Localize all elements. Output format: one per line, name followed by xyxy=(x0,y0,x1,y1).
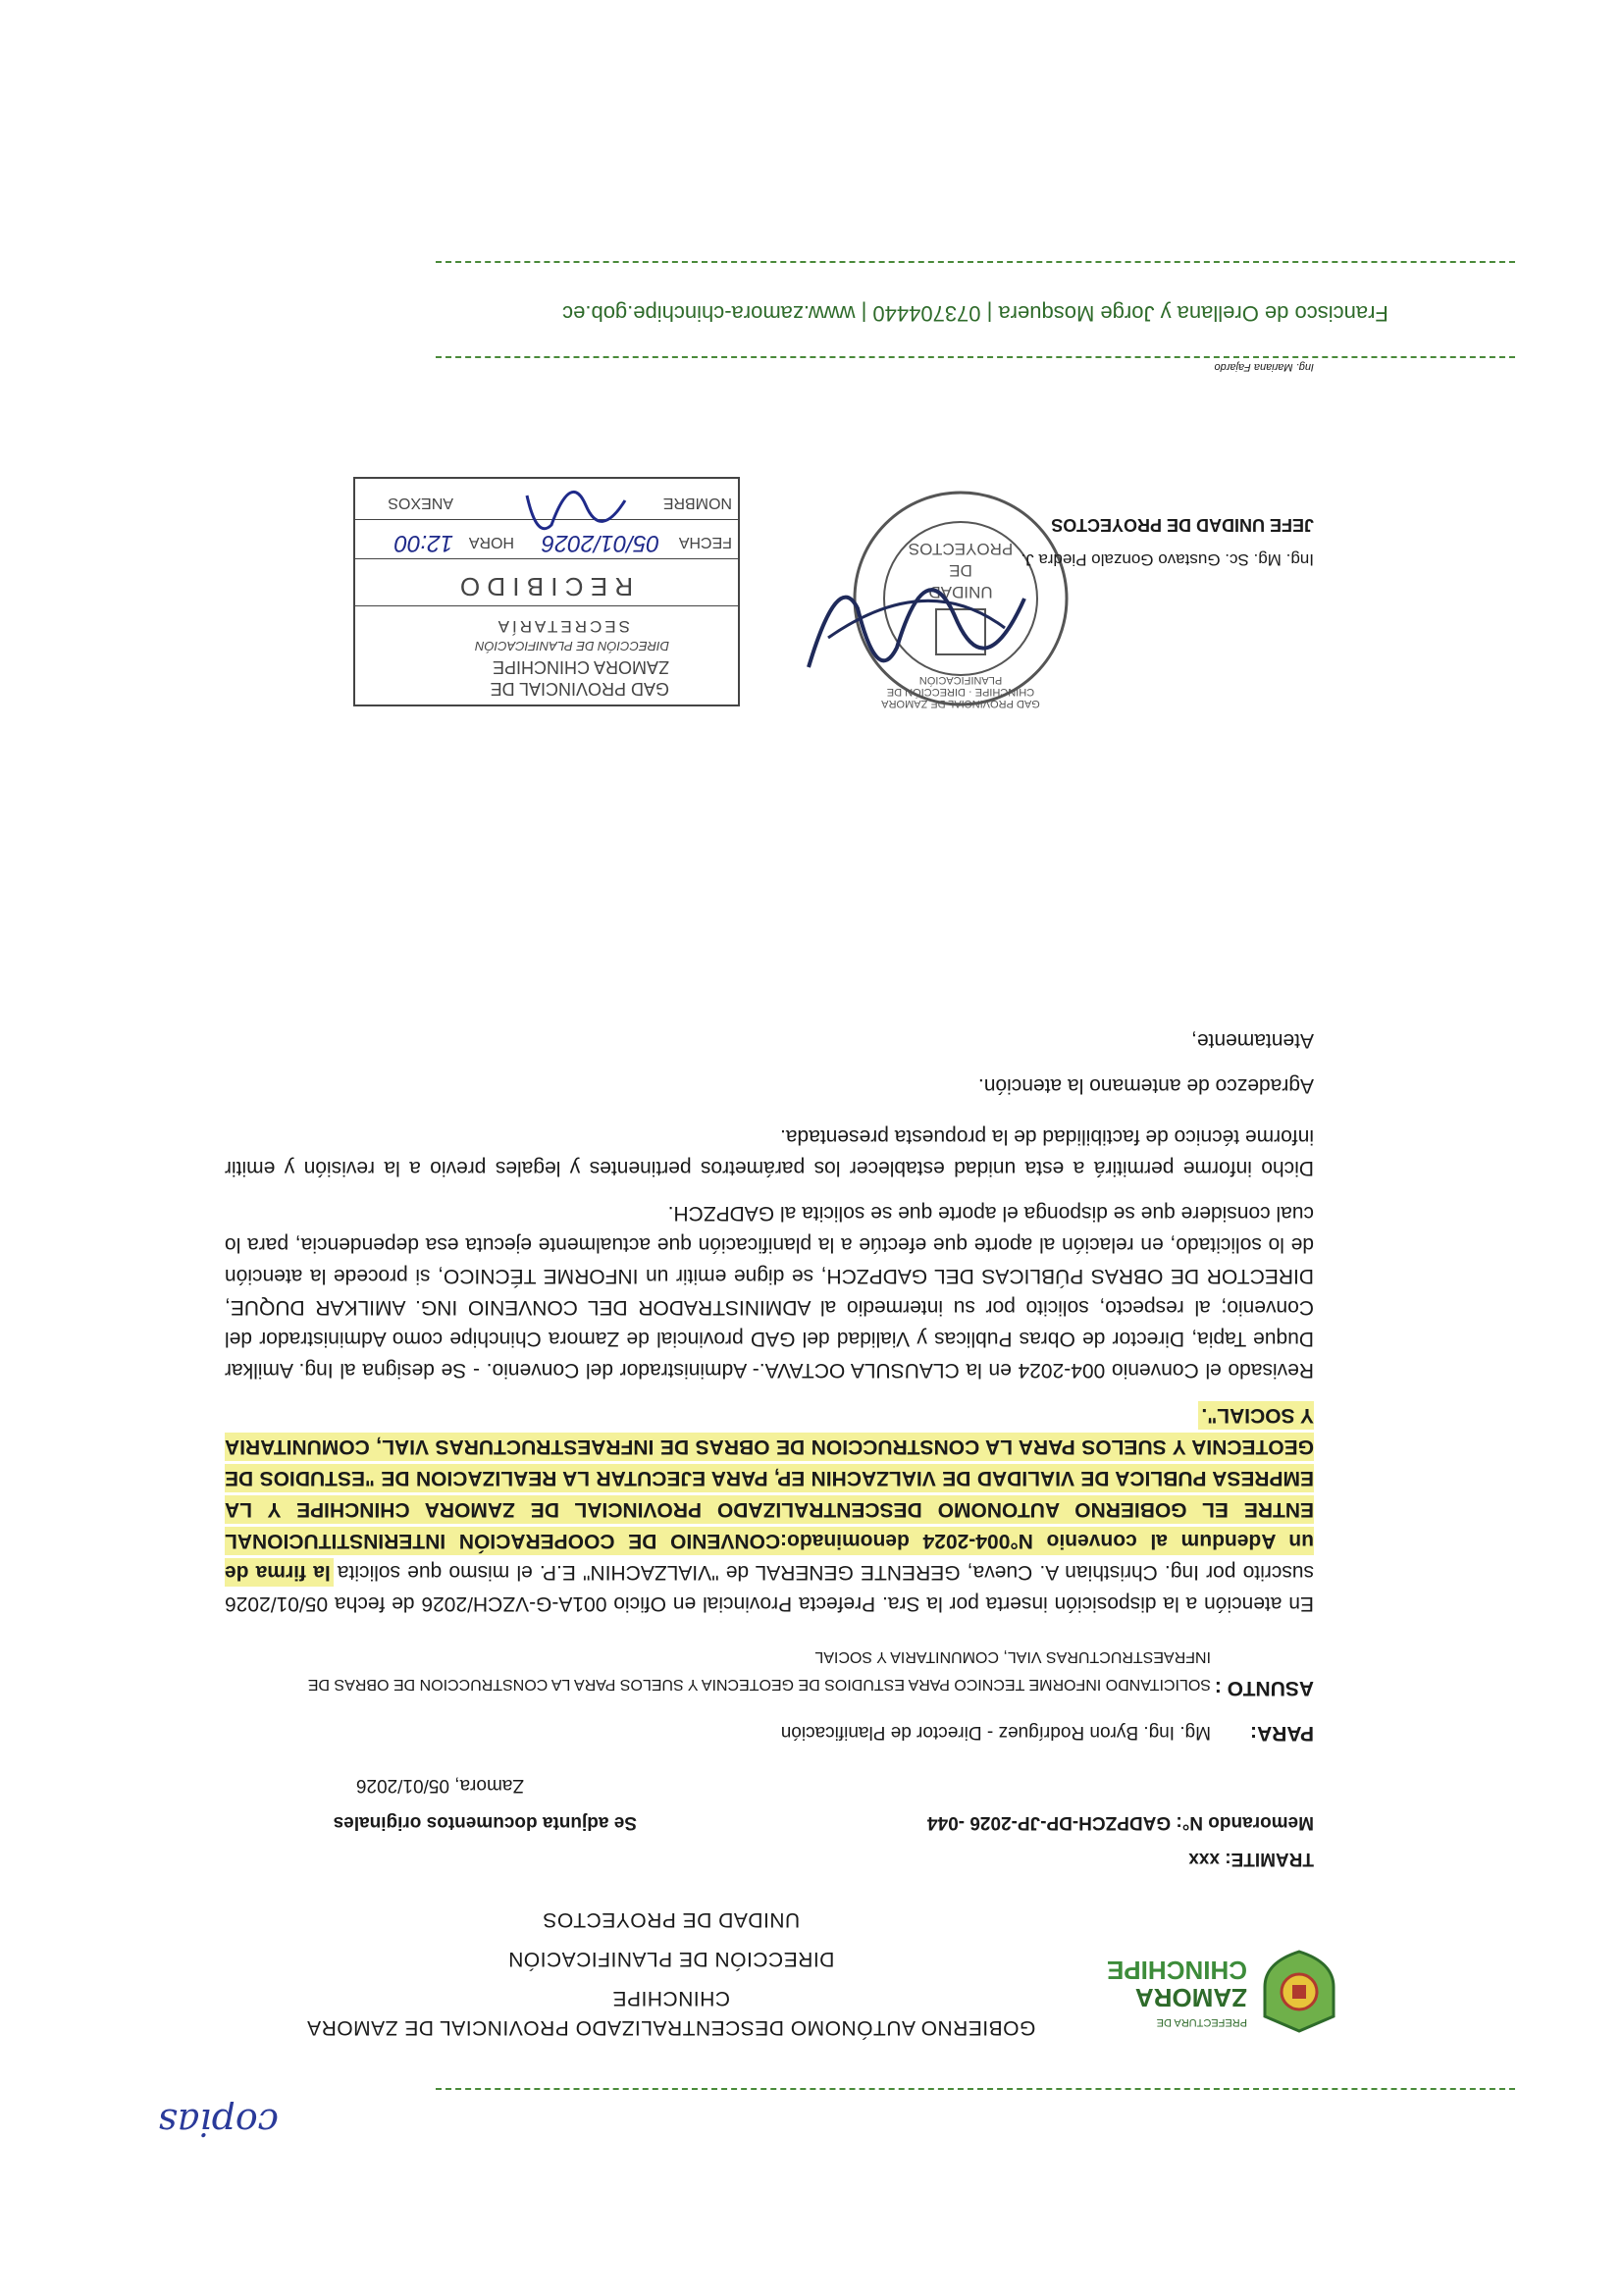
paragraph-1-intro: En atención a la disposición inserta por la Sra. Prefecta Provincial en Oficio 001A-G-VZCH/2026 de fecha 05/01/2026 suscrito por Ing. Christhian A. Cueva, GERENTE GENERAL de "VIALZACHIN" E.P. el mismo que solicita xyxy=(225,1561,1314,1615)
top-rule xyxy=(436,2088,1515,2090)
hora-label: HORA xyxy=(468,534,514,550)
signature-scribble xyxy=(789,559,1044,706)
received-stamp-line-1: GAD PROVINCIAL DE xyxy=(490,679,669,699)
memo-body xyxy=(225,1011,1314,1619)
logo-big-text-2: CHINCHIPE xyxy=(1106,1956,1247,1985)
received-stamp-line-2: ZAMORA CHINCHIPE xyxy=(492,657,669,677)
org-name-line-2: CHINCHIPE xyxy=(612,1987,731,2009)
anexos-label: ANEXOS xyxy=(388,495,453,511)
memo-date: Zamora, 05/01/2026 xyxy=(355,1775,524,1796)
fecha-value: 05/01/2026 xyxy=(541,530,659,556)
received-stamp-nombre-row xyxy=(355,482,738,520)
received-stamp-line-3: DIRECCIÓN DE PLANIFICACIÓN xyxy=(475,639,669,653)
paragraph-1 xyxy=(225,1399,1314,1619)
asunto-value: SOLICITANDO INFORME TECNICO PARA ESTUDIOS DE GEOTECNIA Y SUELOS PARA LA CONSTRUCCION DE OBRAS DE INFRAESTRUCTURAS VIAL, COMUNITARIA Y SOCIAL xyxy=(307,1648,1211,1693)
para-value: Mg. Ing. Byron Rodríguez - Director de Planificación xyxy=(780,1722,1211,1743)
org-name-line-1: GOBIERNO AUTÓNOMO DESCENTRALIZADO PROVINCIAL DE ZAMORA xyxy=(306,2016,1036,2039)
logo-small-text: PREFECTURA DE xyxy=(1156,2016,1247,2028)
round-stamp-center-2: DE xyxy=(949,561,972,580)
logo-big-text-1: ZAMORA xyxy=(1134,1983,1247,2012)
paragraph-3: Dicho informe permitirá a esta unidad establecer los parámetros pertinentes y legales previo a la revisión y emitir informe técnico de factibilidad de la propuesta presentada. xyxy=(225,1125,1314,1179)
prepared-by: Ing. Mariana Fajardo xyxy=(1214,361,1314,373)
paragraph-2: Revisado el Convenio 004-2024 en la CLAUSULA OCTAVA.- Administrador del Convenio. - Se designa al Ing. Amilkar Duque Tapia, Director de Obras Publicas y Vialidad del GAD provincial de Zamora Chinchipe como Administrador del Convenio; al respecto, solicito por su intermedio al ADMINISTRADOR DEL CONVENIO ING. AMILKAR DUQUE, DIRECTOR DE OBRAS PÚBLICAS DEL GADPZCH, se digne emitir un INFORME TÉCNICO, si procede la atención de lo solicitado, en relación al aporte que efectúe a la planificación que actualmente ejecuta esa dependencia, para lo cual considere que se disponga el aporte que se solicita al GADPZCH. xyxy=(225,1202,1314,1382)
received-stamp-line-4: SECRETARÍA xyxy=(495,617,630,636)
para-label: PARA: xyxy=(1250,1722,1314,1745)
round-stamp-ring-text: GAD PROVINCIAL DE ZAMORA CHINCHIPE · DIRECCIÓN DE PLANIFICACIÓN xyxy=(881,674,1040,709)
prefectura-logo xyxy=(1106,1948,1343,2036)
paragraph-4: Agradezco de antemano la atención. xyxy=(977,1074,1314,1097)
hora-value: 12:00 xyxy=(393,530,453,556)
footer-contact: Francisco de Orellana y Jorge Mosquera | 073704440 | www.zamora-chinchipe.gob.ec xyxy=(562,301,1388,326)
coat-of-arms-icon xyxy=(1255,1948,1343,2036)
paragraph-5: Atentamente, xyxy=(1191,1029,1314,1052)
received-stamp xyxy=(353,477,740,706)
round-stamp-center-3: PROYECTOS xyxy=(908,540,1014,558)
signatory-name: Ing. Mg. Sc. Gustavo Gonzalo Piedra J. xyxy=(1021,550,1314,569)
asunto-label: ASUNTO : xyxy=(1214,1677,1314,1699)
attached-documents-note: Se adjunta documentos originales xyxy=(333,1812,637,1833)
handwritten-note: copias xyxy=(158,2101,279,2144)
round-stamp-center-1: UNIDAD xyxy=(928,583,993,601)
tramite: TRAMITE: xxx xyxy=(1188,1849,1314,1869)
receiver-signature xyxy=(522,486,630,545)
nombre-label: NOMBRE xyxy=(662,495,732,511)
unit-name: UNIDAD DE PROYECTOS xyxy=(542,1908,801,1931)
signatory-title: JEFE UNIDAD DE PROYECTOS xyxy=(1051,515,1314,535)
memorando-number: Memorando N°: GADPZCH-DP-JP-2026 -044 xyxy=(926,1812,1314,1833)
fecha-label: FECHA xyxy=(678,534,732,550)
paragraph-1-highlight: la firma de un Adendum al convenio N°004-2024 denominado:CONVENIO DE COOPERACIÓN INTERINSTITUCIONAL ENTRE EL GOBIERNO AUTONOMO DESCENTRALIZADO PROVINCIAL DE ZAMORA CHINCHIPE Y LA EMPRESA PUBLICA DE VIALIDAD DE VIALZACHIN EP, PARA EJECUTAR LA REALIZACION DE "ESTUDIOS DE GEOTECNIA Y SUELOS PARA LA CONSTRUCCION DE OBRAS DE INFRAESTRUCTURAS VIAL, COMUNITARIA Y SOCIAL". xyxy=(225,1404,1314,1584)
footer-rule-bottom xyxy=(436,261,1515,263)
footer-rule-top xyxy=(436,356,1515,358)
received-stamp-title: R E C I B I D O xyxy=(355,571,738,606)
department-name: DIRECCIÓN DE PLANIFICACIÓN xyxy=(507,1948,835,1970)
